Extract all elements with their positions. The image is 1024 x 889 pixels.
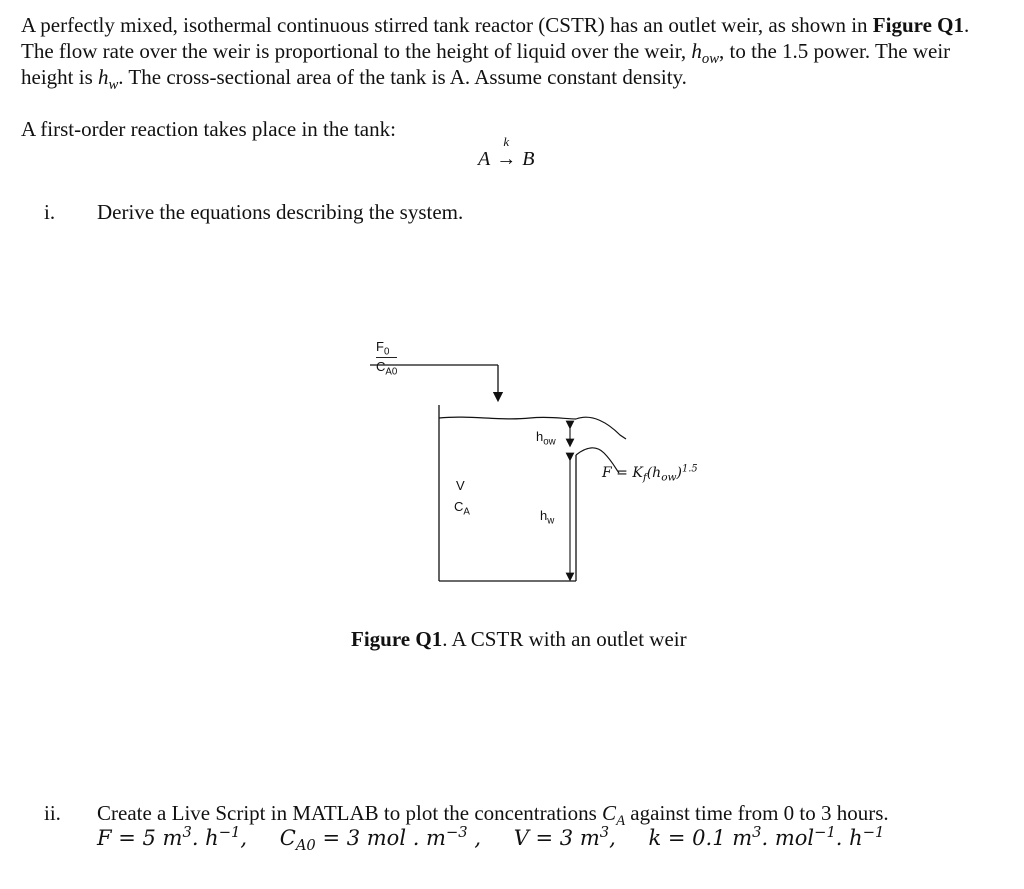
overflow-stream-upper: [576, 417, 626, 439]
cstr-figure: [340, 335, 740, 595]
caption-label: Figure Q1: [351, 627, 443, 651]
product: B: [522, 148, 535, 170]
how-label: $h_{ow}$: [536, 429, 556, 448]
liquid-surface: [439, 417, 576, 419]
rate-constant: k: [503, 134, 510, 149]
problem-intro: [21, 12, 996, 94]
intro-text-2: . The flow rate over the weir is proportional to the height of liquid over the weir,: [21, 13, 970, 63]
weir-flow-equation: $F = K_f(h_{ow})^{1.5}$: [602, 463, 698, 484]
reaction-lead: A first-order reaction takes place in the tank:: [21, 117, 396, 141]
reactant: A: [478, 148, 491, 170]
question-2-parameters: [97, 823, 885, 855]
question-2-number: ii.: [44, 801, 61, 825]
reaction-arrow: k →: [496, 134, 517, 170]
question-1-number: i.: [44, 200, 56, 224]
inlet-flow-label: $F_0$: [376, 339, 390, 358]
question-2-text: Create a Live Script in MATLAB to plot the concentrations $C_A$ against time from 0 to 3 hours.: [97, 801, 889, 830]
inlet-conc-label: $C_{A0}$: [376, 359, 398, 378]
intro-text-3: , to the 1.5 power. The weir height is: [21, 39, 951, 89]
figure-caption: [351, 627, 687, 652]
caption-text: . A CSTR with an outlet weir: [442, 627, 687, 651]
intro-text-1: A perfectly mixed, isothermal continuous stirred tank reactor (CSTR) has an outlet weir, as shown in: [21, 13, 873, 37]
ca-symbol: $C_A$: [602, 801, 626, 830]
tank-conc-label: $C_A$: [454, 499, 470, 518]
param-inlet-conc: $C_{A0} = 3$ mol . $m^{-3}$ ,: [279, 823, 481, 855]
hw-label: $h_w$: [540, 508, 555, 527]
param-volume: V = 3 $m^3$,: [513, 823, 616, 850]
question-1-text: Derive the equations describing the system.: [97, 200, 464, 224]
reaction-equation: [478, 134, 535, 171]
param-flow: F = 5 $m^3$. $h^{-1}$,: [97, 823, 248, 850]
intro-text-4: . The cross-sectional area of the tank is A. Assume constant density.: [118, 65, 687, 89]
param-rate-constant: k = 0.1 $m^3$. mol$^{-1}$. $h^{-1}$: [648, 823, 885, 850]
how-symbol: $h_{ow}$: [691, 39, 720, 68]
volume-label: V: [456, 478, 465, 493]
hw-symbol: $h_w$: [98, 65, 119, 94]
figure-reference: Figure Q1: [872, 13, 964, 37]
